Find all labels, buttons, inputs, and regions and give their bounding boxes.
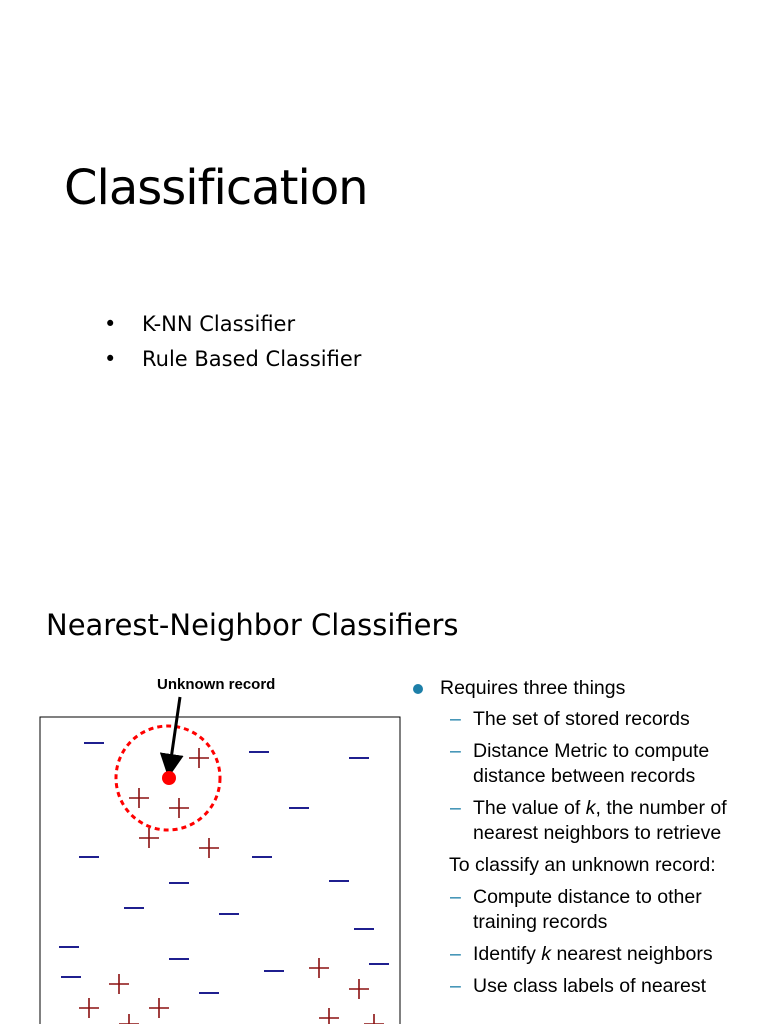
plus-record (129, 788, 149, 808)
plus-record (199, 838, 219, 858)
classify-step: – Use class labels of nearest (450, 975, 707, 997)
bullet-icon: • (104, 347, 117, 371)
diagram-frame (40, 717, 400, 1024)
plus-record (109, 974, 129, 994)
plus-record (169, 798, 189, 818)
training-records (59, 743, 389, 1024)
topic-label: Rule Based Classifier (142, 347, 362, 371)
requirement-item: – The value of k, the number of nearest neighbors to retrieve (450, 797, 727, 844)
dash-icon: – (450, 797, 461, 819)
topic-label: K-NN Classifier (142, 312, 296, 336)
plus-record (119, 1014, 139, 1024)
requirements-heading: Requires three things (408, 676, 768, 701)
knn-description (408, 676, 768, 1006)
bullet-icon (413, 684, 423, 694)
requirement-item: – Distance Metric to compute distance between records (450, 740, 710, 787)
plus-record (319, 1008, 339, 1024)
unknown-record-label: Unknown record (157, 676, 276, 693)
plus-record (364, 1014, 384, 1024)
dash-icon: – (450, 943, 461, 965)
unknown-record-point (162, 771, 176, 785)
plus-record (79, 998, 99, 1018)
plus-record (189, 748, 209, 768)
dash-icon: – (450, 975, 461, 997)
dash-icon: – (450, 740, 461, 762)
classify-intro: To classify an unknown record: (449, 854, 716, 876)
dash-icon: – (450, 708, 461, 730)
classify-step: – Identify k nearest neighbors (450, 943, 713, 965)
requirement-item: – The set of stored records (450, 708, 690, 730)
slide-title-nearest-neighbor: Nearest-Neighbor Classifiers (46, 608, 459, 642)
dash-icon: – (450, 886, 461, 908)
bullet-icon: • (104, 312, 117, 336)
classify-step: – Compute distance to other training records (450, 886, 702, 933)
slide-title-classification: Classification (64, 160, 368, 216)
plus-record (139, 828, 159, 848)
plus-record (309, 958, 329, 978)
plus-record (149, 998, 169, 1018)
plus-record (349, 979, 369, 999)
pointer-arrow (170, 697, 180, 766)
